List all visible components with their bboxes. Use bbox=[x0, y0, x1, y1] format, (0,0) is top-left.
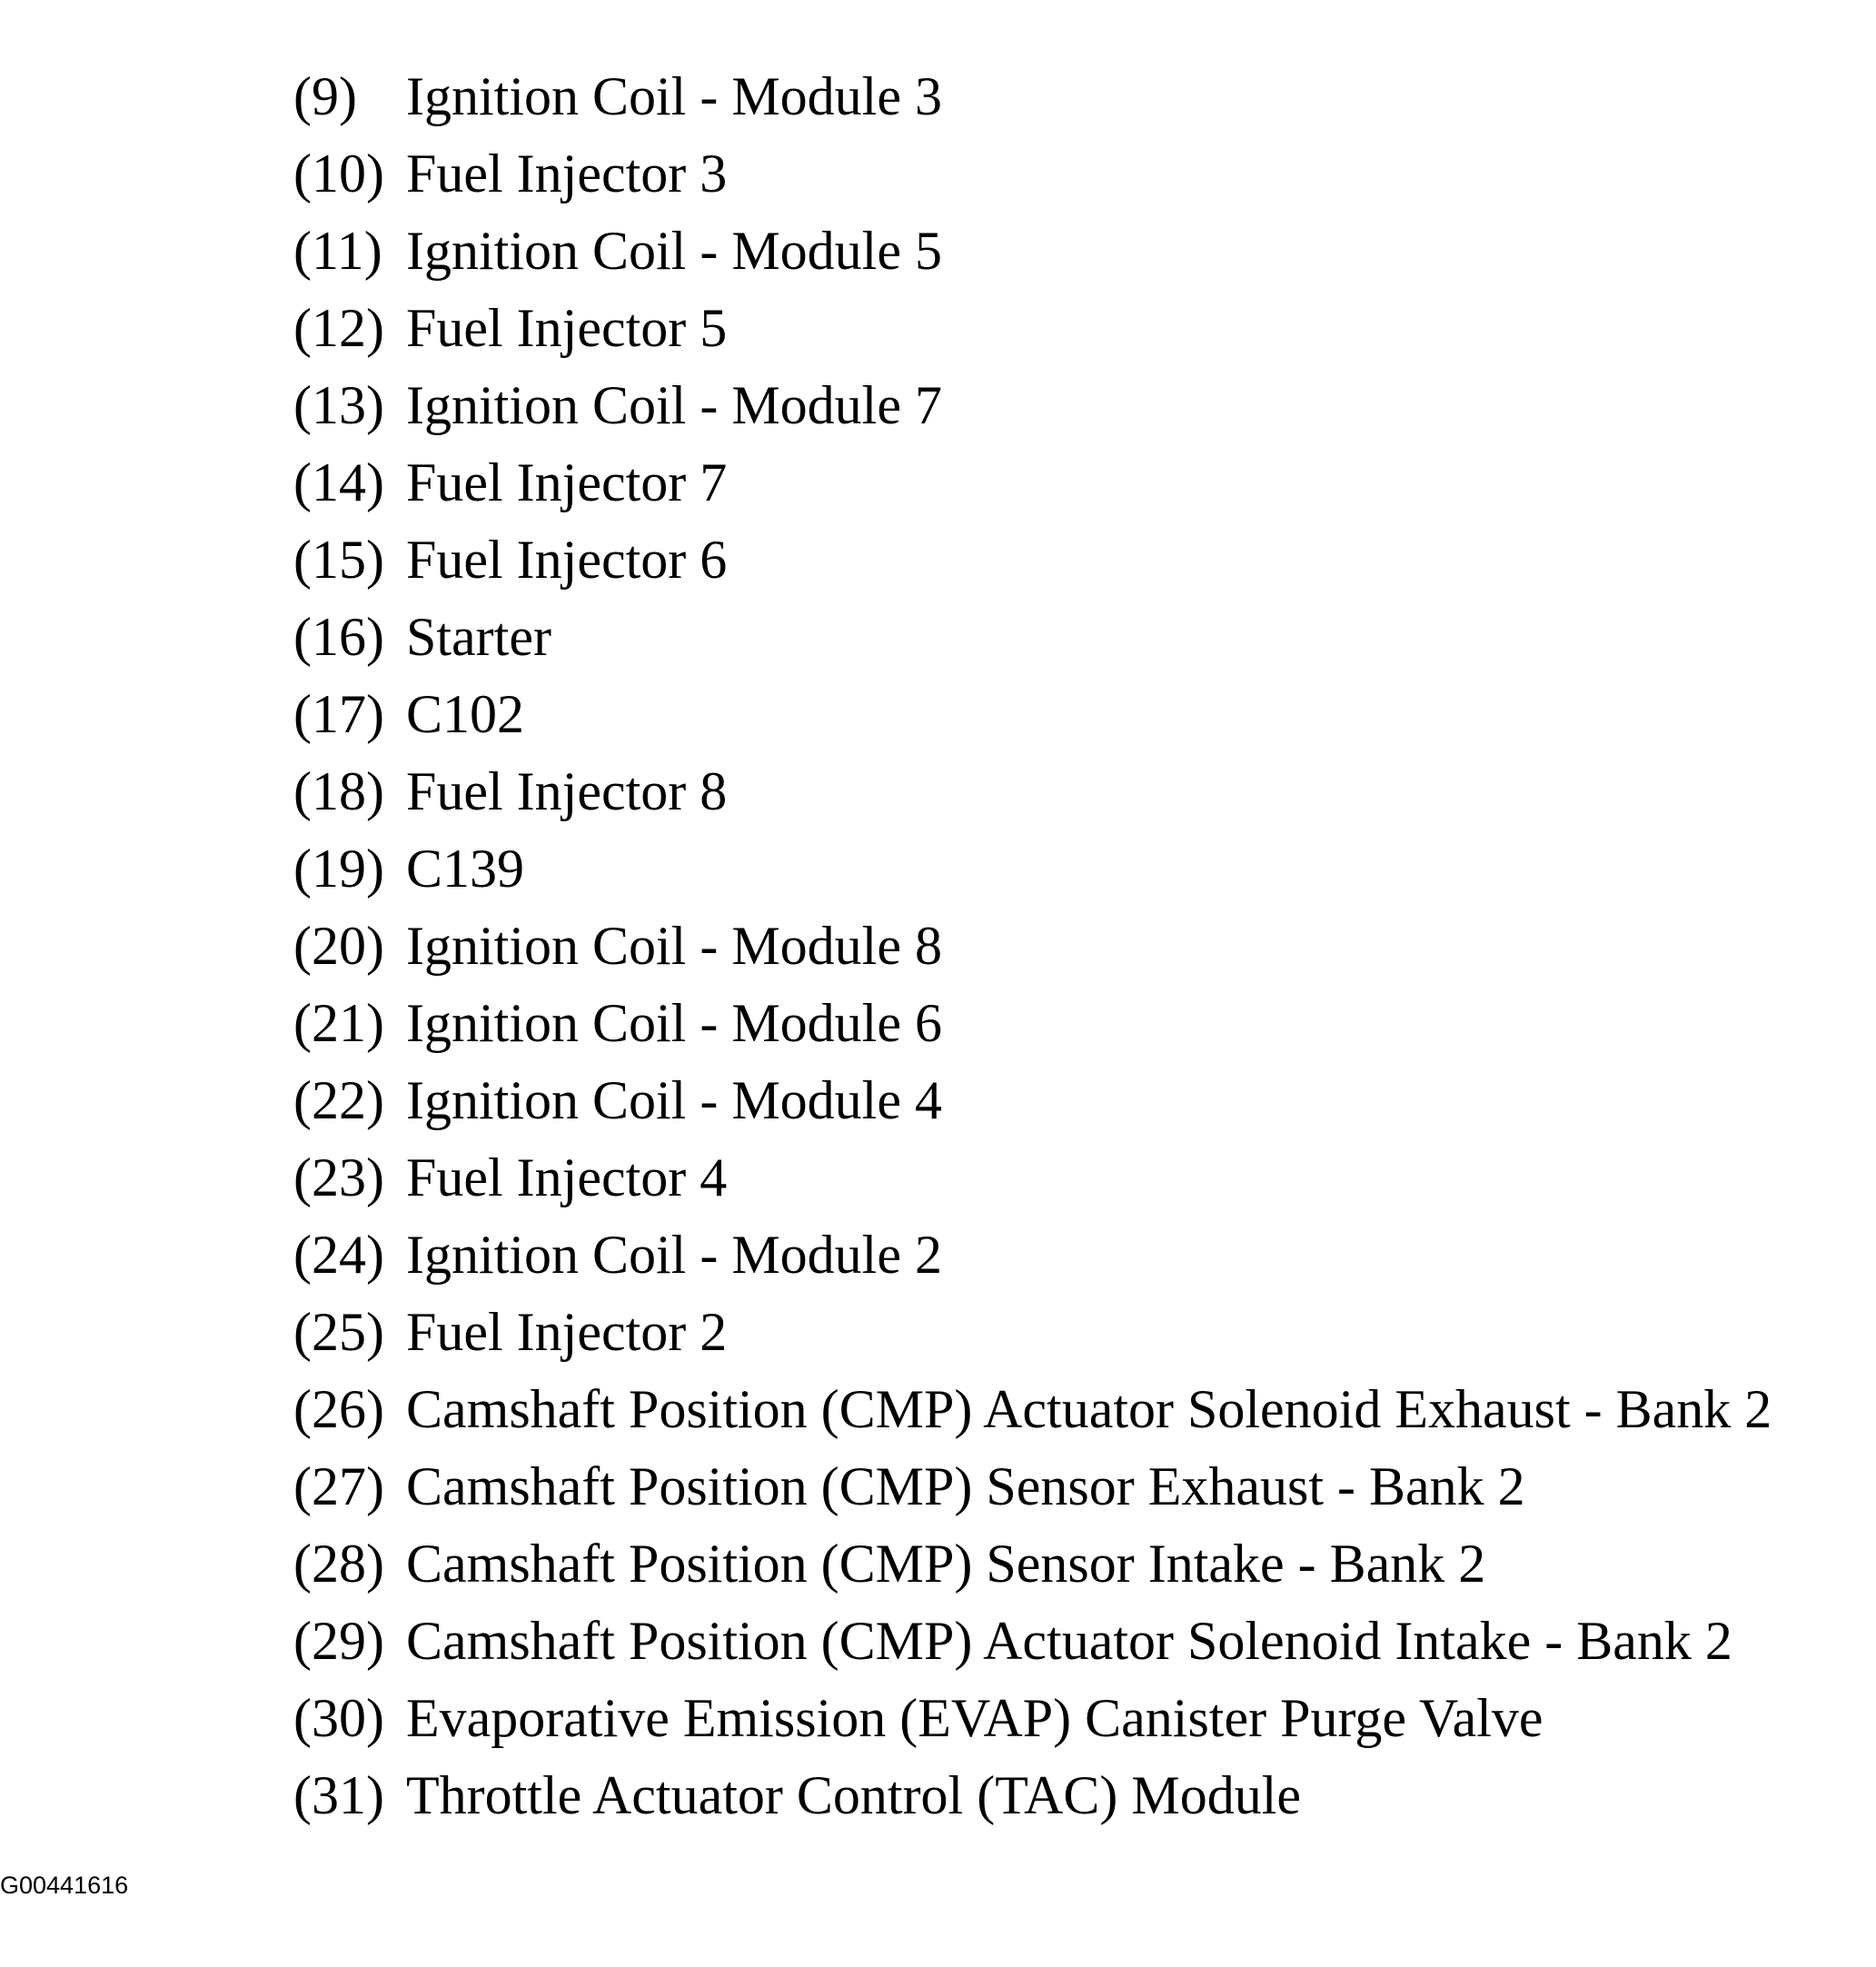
legend-item-number: (24) bbox=[293, 1225, 384, 1285]
legend-item-number: (26) bbox=[293, 1379, 384, 1439]
component-legend-list bbox=[293, 58, 1856, 1834]
legend-item-number: (31) bbox=[293, 1765, 384, 1825]
legend-item-number: (28) bbox=[293, 1534, 384, 1594]
legend-item bbox=[293, 367, 1856, 444]
legend-item bbox=[293, 753, 1856, 830]
legend-item bbox=[293, 1525, 1856, 1603]
legend-item bbox=[293, 290, 1856, 367]
legend-item-number: (29) bbox=[293, 1611, 384, 1671]
legend-item-label: Ignition Coil - Module 3 bbox=[406, 66, 942, 126]
legend-item-number: (25) bbox=[293, 1302, 384, 1362]
legend-item-label: Fuel Injector 7 bbox=[406, 452, 728, 512]
legend-item bbox=[293, 1757, 1856, 1834]
legend-item-label: Camshaft Position (CMP) Actuator Solenoid Exhaust - Bank 2 bbox=[406, 1379, 1772, 1439]
legend-item-label: Fuel Injector 4 bbox=[406, 1147, 728, 1207]
legend-item bbox=[293, 135, 1856, 213]
legend-item-number: (27) bbox=[293, 1456, 384, 1516]
legend-item-label: Fuel Injector 8 bbox=[406, 761, 728, 821]
legend-item bbox=[293, 1294, 1856, 1371]
legend-item bbox=[293, 1680, 1856, 1757]
legend-item-label: Camshaft Position (CMP) Sensor Exhaust - Bank 2 bbox=[406, 1456, 1525, 1516]
legend-item-label: Ignition Coil - Module 5 bbox=[406, 221, 942, 281]
legend-item bbox=[293, 599, 1856, 676]
legend-item bbox=[293, 676, 1856, 753]
legend-item bbox=[293, 1217, 1856, 1294]
legend-item bbox=[293, 1062, 1856, 1139]
legend-item-number: (19) bbox=[293, 839, 384, 899]
legend-item-label: Ignition Coil - Module 7 bbox=[406, 375, 942, 435]
legend-item-label: Fuel Injector 2 bbox=[406, 1302, 728, 1362]
legend-item-number: (10) bbox=[293, 144, 384, 204]
legend-item-number: (14) bbox=[293, 452, 384, 512]
legend-item-label: Camshaft Position (CMP) Sensor Intake - Bank 2 bbox=[406, 1534, 1486, 1594]
legend-item-number: (11) bbox=[293, 221, 382, 281]
legend-item-number: (16) bbox=[293, 607, 384, 667]
legend-item-number: (21) bbox=[293, 993, 384, 1053]
legend-item-label: Ignition Coil - Module 2 bbox=[406, 1225, 942, 1285]
legend-item bbox=[293, 1139, 1856, 1217]
legend-item-number: (13) bbox=[293, 375, 384, 435]
legend-item-label: Ignition Coil - Module 6 bbox=[406, 993, 942, 1053]
legend-item bbox=[293, 58, 1856, 135]
legend-item bbox=[293, 908, 1856, 985]
legend-item-label: Evaporative Emission (EVAP) Canister Purge Valve bbox=[406, 1688, 1543, 1748]
legend-item-label: Ignition Coil - Module 4 bbox=[406, 1070, 942, 1130]
legend-item-label: Fuel Injector 6 bbox=[406, 530, 728, 590]
figure-id: G00441616 bbox=[0, 1872, 129, 1899]
legend-item bbox=[293, 1448, 1856, 1525]
legend-item bbox=[293, 1603, 1856, 1680]
legend-item-label: C102 bbox=[406, 684, 525, 744]
legend-item-number: (18) bbox=[293, 761, 384, 821]
legend-item-label: Fuel Injector 5 bbox=[406, 298, 728, 358]
legend-item bbox=[293, 1371, 1856, 1448]
legend-item-label: Ignition Coil - Module 8 bbox=[406, 916, 942, 976]
legend-item-number: (15) bbox=[293, 530, 384, 590]
legend-item bbox=[293, 522, 1856, 599]
legend-item bbox=[293, 213, 1856, 290]
legend-item-number: (22) bbox=[293, 1070, 384, 1130]
legend-item-label: Fuel Injector 3 bbox=[406, 144, 728, 204]
legend-item bbox=[293, 830, 1856, 908]
legend-item-label: Throttle Actuator Control (TAC) Module bbox=[406, 1765, 1302, 1825]
legend-item-number: (12) bbox=[293, 298, 384, 358]
legend-item-number: (9) bbox=[293, 66, 357, 126]
legend-item-label: Camshaft Position (CMP) Actuator Solenoid Intake - Bank 2 bbox=[406, 1611, 1732, 1671]
legend-item-label: C139 bbox=[406, 839, 525, 899]
legend-item-number: (17) bbox=[293, 684, 384, 744]
legend-item-number: (20) bbox=[293, 916, 384, 976]
legend-item-number: (23) bbox=[293, 1147, 384, 1207]
legend-item-number: (30) bbox=[293, 1688, 384, 1748]
legend-item bbox=[293, 985, 1856, 1062]
legend-item-label: Starter bbox=[406, 607, 551, 667]
legend-item bbox=[293, 444, 1856, 522]
